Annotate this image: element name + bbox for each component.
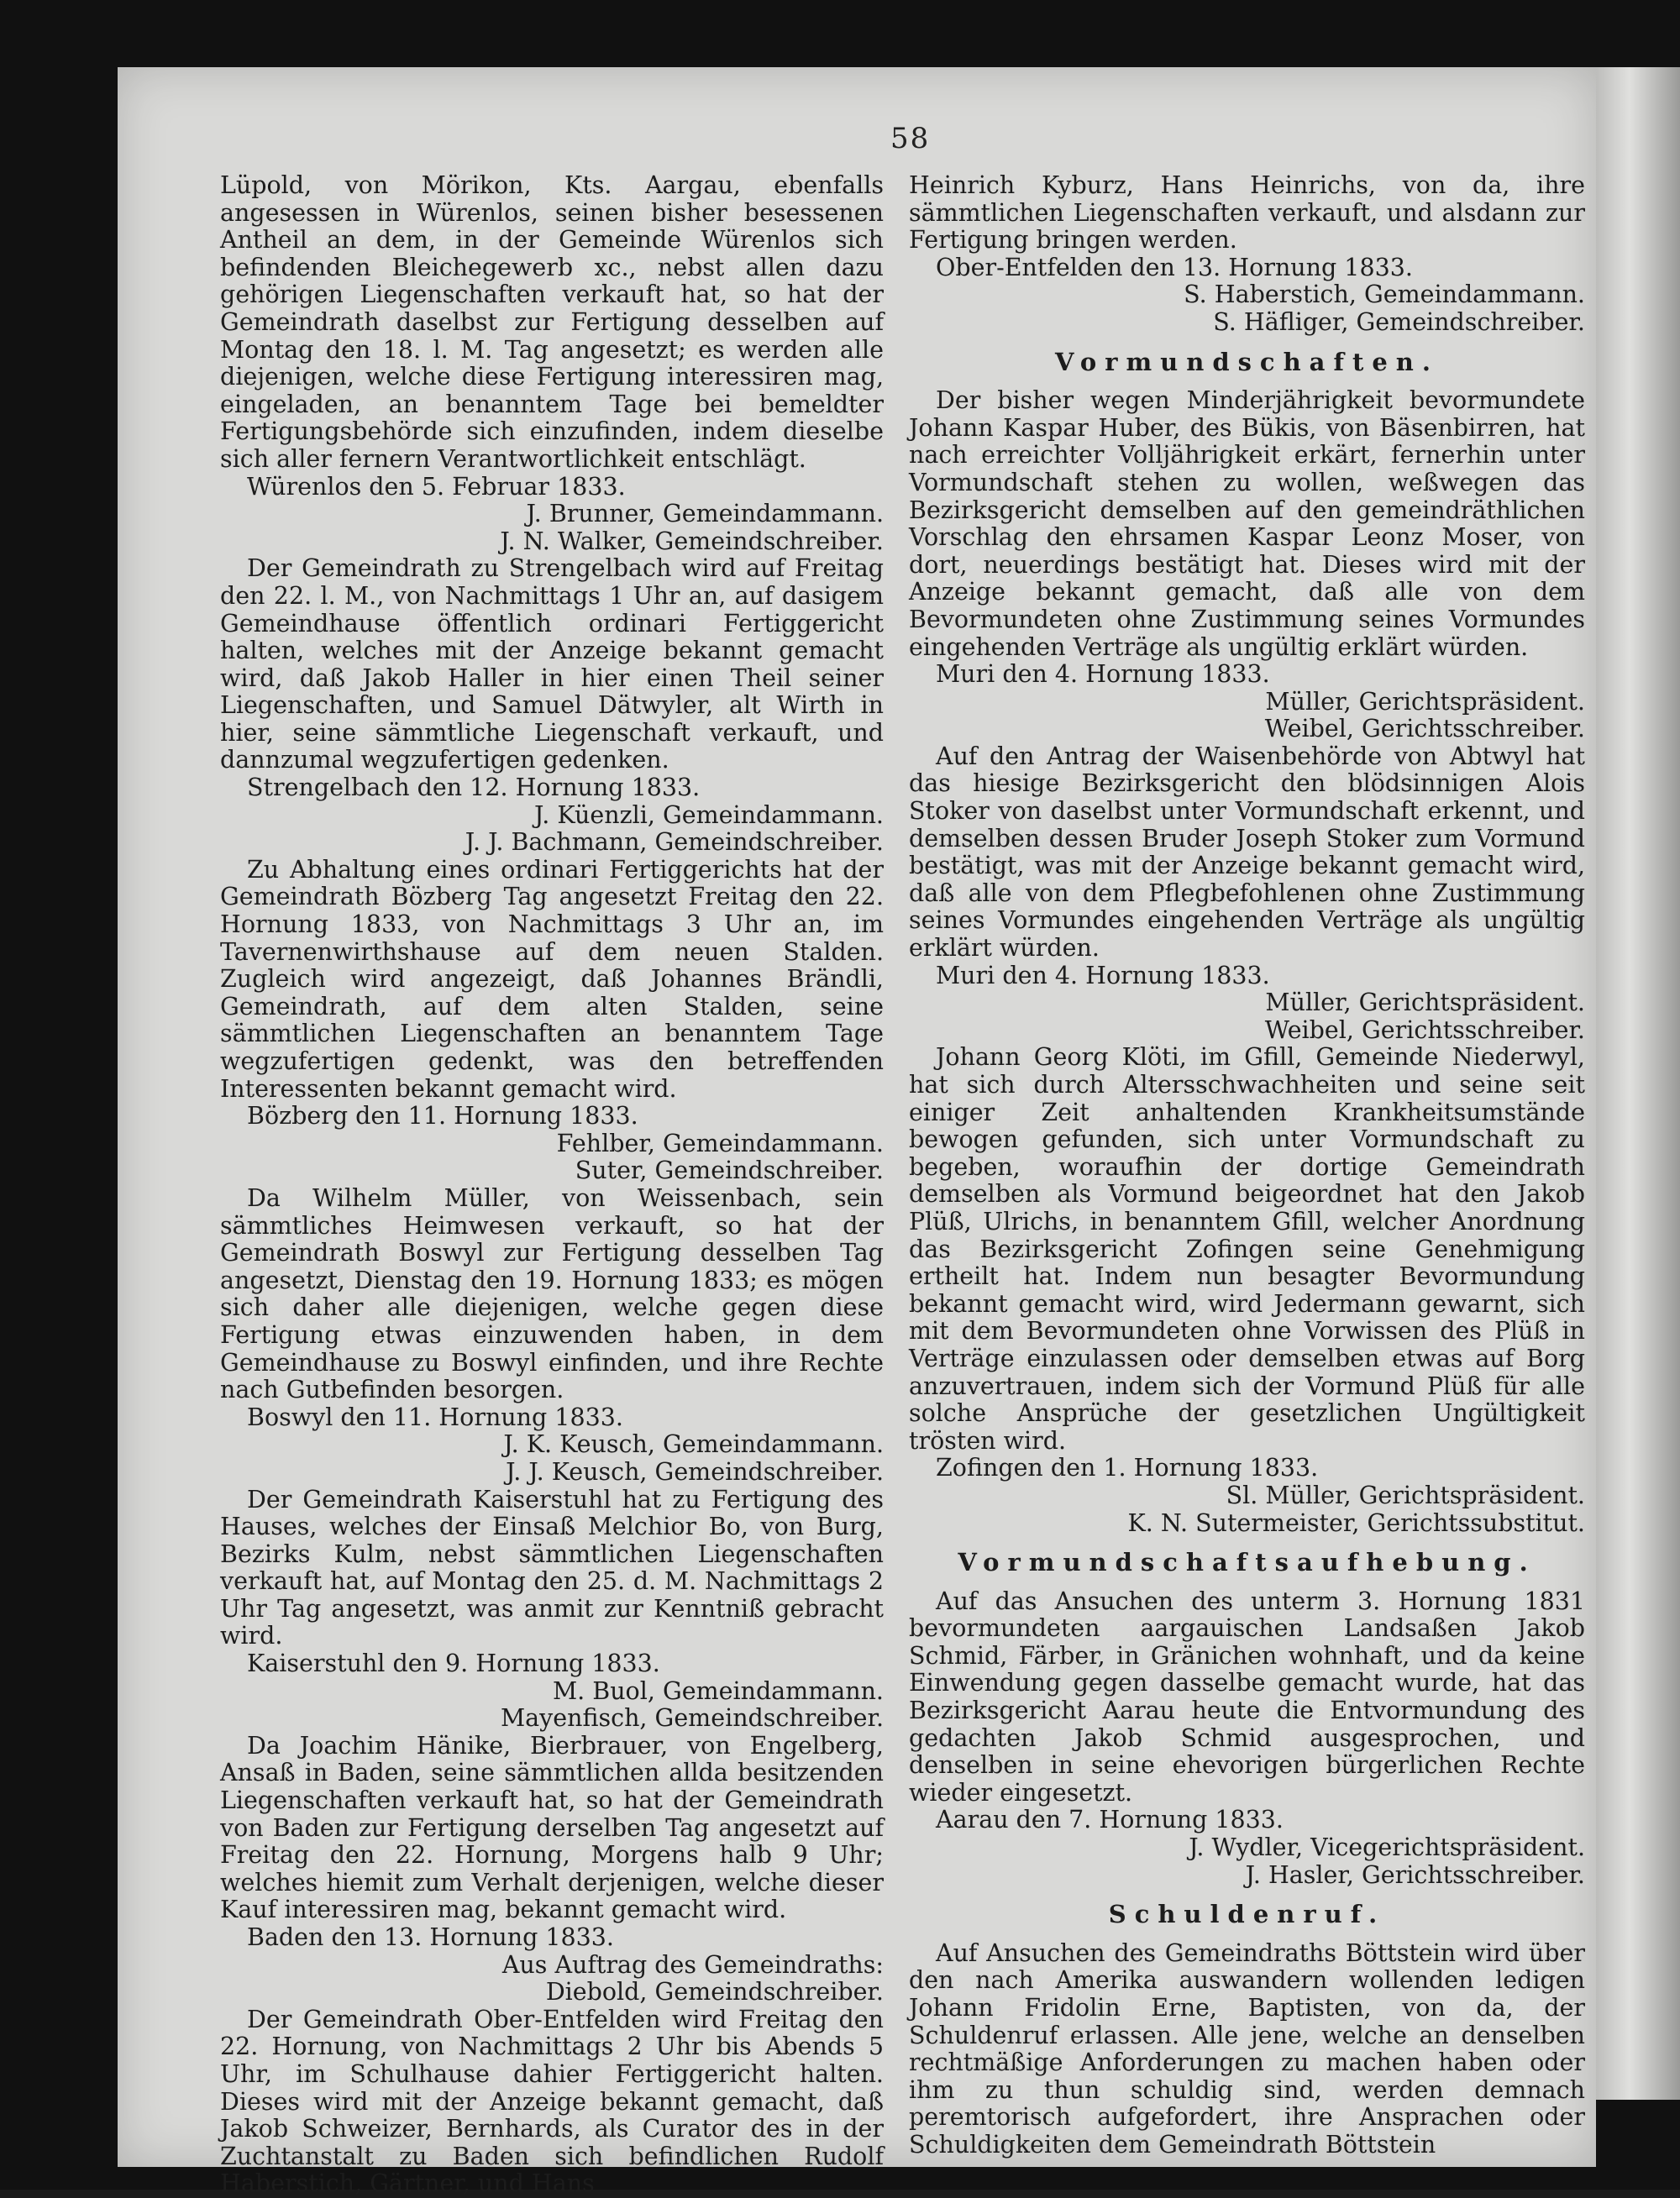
place-date-line: Muri den 4. Hornung 1833. — [936, 961, 1270, 989]
signature-line: J. K. Keusch, Gemeindammann. — [503, 1430, 884, 1459]
signature-line: M. Buol, Gemeindammann. — [552, 1676, 884, 1705]
place-date-line: Bözberg den 11. Hornung 1833. — [247, 1102, 638, 1130]
signature-line: Weibel, Gerichtsschreiber. — [1264, 715, 1585, 743]
notice-paragraph: Auf den Antrag der Waisenbehörde von Abtwyl hat das hiesige Bezirksgericht den blödsinnigen Alois Stoker von daselbst unter Vormundschaft erkennt, und demselben dessen Bruder Joseph Stoker zum Vormund bestätigt, was mit der Anzeige bekannt gemacht wird, daß alle von dem Pflegbefohlenen ohne Zustimmung seines Vormundes eingehenden Verträge als ungültig erklärt würden. — [909, 742, 1585, 963]
signature-line: S. Haberstich, Gemeindammann. — [1184, 281, 1585, 309]
signature-line: Aus Auftrag des Gemeindraths: — [501, 1950, 884, 1979]
signature-line: Diebold, Gemeindschreiber. — [545, 1978, 884, 2007]
signature-line: J. Wydler, Vicegerichtspräsident. — [1189, 1833, 1585, 1862]
next-page-edge — [1596, 67, 1680, 2100]
signature-line: J. N. Walker, Gemeindschreiber. — [500, 527, 884, 555]
right-column — [909, 172, 1585, 2159]
signature-line: J. Küenzli, Gemeindammann. — [534, 800, 884, 829]
section-heading: Vormundschaften. — [1055, 347, 1439, 376]
signature-line: Suter, Gemeindschreiber. — [575, 1157, 884, 1185]
place-date-line: Baden den 13. Hornung 1833. — [247, 1923, 614, 1951]
signature-line: Müller, Gerichtspräsident. — [1265, 989, 1585, 1017]
notice-paragraph: Da Joachim Hänike, Bierbrauer, von Engelberg, Ansaß in Baden, seine sämmtlichen allda besitzenden Liegenschaften verkauft hat, so hat der Gemeindrath von Baden zur Fertigung derselben Tag angesetzt auf Freitag den 22. Hornung, Morgens halb 9 Uhr; welches hiemit zum Verhalt derjenigen, welche dieser Kauf interessiren mag, bekannt gemacht wird. — [220, 1731, 884, 1924]
notice-paragraph: Der Gemeindrath Ober-Entfelden wird Freitag den 22. Hornung, von Nachmittags 2 Uhr bis Abends 5 Uhr, im Schulhause dahier Fertiggericht halten. Dieses wird mit der Anzeige bekannt gemacht, daß Jakob Schweizer, Bernhards, als Curator des in der Zuchtanstalt zu Baden sich befindlichen Rudolf Haberstich, Gärtner, und Hans — [220, 2005, 884, 2198]
notice-paragraph: Heinrich Kyburz, Hans Heinrichs, von da, ihre sämmtlichen Liegenschaften verkauft, und alsdann zur Fertigung bringen werden. — [909, 171, 1585, 254]
signature-line: J. J. Bachmann, Gemeindschreiber. — [465, 828, 884, 857]
signature-line: K. N. Sutermeister, Gerichtssubstitut. — [1127, 1508, 1585, 1537]
place-date-line: Würenlos den 5. Februar 1833. — [247, 472, 626, 501]
notice-paragraph: Johann Georg Klöti, im Gfill, Gemeinde Niederwyl, hat sich durch Altersschwachheiten und seine seit einiger Zeit anhaltenden Krankheitsumstände bewogen gefunden, sich unter Vormundschaft zu begeben, woraufhin der dortige Gemeindrath demselben als Vormund beigeordnet hat den Jakob Plüß, Ulrichs, in benanntem Gfill, welcher Anordnung das Bezirksgericht Zofingen seine Genehmigung ertheilt hat. Indem nun besagter Bevormundung bekannt gemacht wird, wird Jedermann gewarnt, sich mit dem Bevormundeten ohne Vorwissen des Plüß in Verträge einzulassen oder demselben etwas auf Borg anzuvertrauen, indem sich der Vormund Plüß für alle solche Ansprüche der gesetzlichen Ungültigkeit trösten wird. — [909, 1043, 1585, 1455]
signature-line: Sl. Müller, Gerichtspräsident. — [1226, 1481, 1585, 1509]
signature-line: Fehlber, Gemeindammann. — [556, 1129, 884, 1157]
notice-paragraph: Lüpold, von Mörikon, Kts. Aargau, ebenfalls angesessen in Würenlos, seinen bisher besessenen Antheil an dem, in der Gemeinde Würenlos sich befindenden Bleichegewerb xc., nebst allen dazu gehörigen Liegenschaften verkauft hat, so hat der Gemeindrath daselbst zur Fertigung desselben auf Montag den 18. l. M. Tag angesetzt; es werden alle diejenigen, welche diese Fertigung interessiren mag, eingeladen, an benanntem Tage bei bemeldter Fertigungsbehörde sich einzufinden, indem dieselbe sich aller fernern Verantwortlichkeit entschlägt. — [220, 171, 884, 473]
signature-line: S. Häfliger, Gemeindschreiber. — [1213, 307, 1585, 336]
signature-line: Mayenfisch, Gemeindschreiber. — [500, 1704, 884, 1733]
place-date-line: Aarau den 7. Hornung 1833. — [936, 1806, 1284, 1834]
signature-line: J. Hasler, Gerichtsschreiber. — [1245, 1860, 1585, 1889]
notice-paragraph: Da Wilhelm Müller, von Weissenbach, sein sämmtliches Heimwesen verkauft, so hat der Gemeindrath Boswyl zur Fertigung desselben Tag angesetzt, Dienstag den 19. Hornung 1833; es mögen sich daher alle diejenigen, welche gegen diese Fertigung etwas einzuwenden haben, in dem Gemeindhause zu Boswyl einfinden, und ihre Rechte nach Gutbefinden besorgen. — [220, 1183, 884, 1404]
notice-paragraph: Auf das Ansuchen des unterm 3. Hornung 1831 bevormundeten aargauischen Landsaßen Jakob Schmid, Färber, in Gränichen wohnhaft, und da keine Einwendung gegen dasselbe gemacht wurde, hat das Bezirksgericht Aarau heute die Entvormundung des gedachten Jakob Schmid ausgesprochen, und denselben in seine ehevorigen bürgerlichen Rechte wieder eingesetzt. — [909, 1587, 1585, 1807]
place-date-line: Boswyl den 11. Hornung 1833. — [247, 1403, 623, 1431]
notice-paragraph: Zu Abhaltung eines ordinari Fertiggerichts hat der Gemeindrath Bözberg Tag angesetzt Freitag den 22. Hornung 1833, von Nachmittags 3 Uhr an, im Tavernenwirthshause auf dem neuen Stalden. Zugleich wird angezeigt, daß Johannes Brändli, Gemeindrath, auf dem alten Stalden, seine sämmtlichen Liegenschaften an benanntem Tage wegzufertigen gedenkt, was den betreffenden Interessenten bekannt gemacht wird. — [220, 855, 884, 1103]
notice-paragraph: Der Gemeindrath Kaiserstuhl hat zu Fertigung des Hauses, welches der Einsaß Melchior Bo, von Burg, Bezirks Kulm, nebst sämmtlichen Liegenschaften verkauft hat, auf Montag den 25. d. M. Nachmittags 2 Uhr Tag angesetzt, was anmit zur Kenntniß gebracht wird. — [220, 1485, 884, 1650]
signature-line: J. Brunner, Gemeindammann. — [526, 500, 884, 528]
section-heading: Schuldenruf. — [1108, 1900, 1386, 1929]
notice-paragraph: Der Gemeindrath zu Strengelbach wird auf Freitag den 22. l. M., von Nachmittags 1 Uhr an, auf dasigem Gemeindhause öffentlich ordinari Fertiggericht halten, welches mit der Anzeige bekannt gemacht wird, daß Jakob Haller in hier einen Theil seiner Liegenschaften, und Samuel Dätwyler, alt Wirth in hier, seine sämmtliche Liegenschaft verkauft, und dannzumal wegzufertigen gedenken. — [220, 554, 884, 774]
signature-line: Weibel, Gerichtsschreiber. — [1264, 1015, 1585, 1044]
left-column — [220, 172, 884, 2198]
place-date-line: Muri den 4. Hornung 1833. — [936, 660, 1270, 689]
signature-line: J. J. Keusch, Gemeindschreiber. — [506, 1457, 884, 1486]
notice-paragraph: Der bisher wegen Minderjährigkeit bevormundete Johann Kaspar Huber, des Bükis, von Bäsenbirren, hat nach erreichter Volljährigkeit erkärt, fernerhin unter Vormundschaft stehen zu wollen, weßwegen das Bezirksgericht demselben auf den gemeindräthlichen Vorschlag den ehrsamen Kaspar Leonz Moser, von dort, neuerdings bestätigt hat. Dieses wird mit der Anzeige bekannt gemacht, daß alle von dem Bevormundeten ohne Zustimmung seines Vormundes eingehenden Verträge als ungültig erklärt würden. — [909, 386, 1585, 661]
place-date-line: Strengelbach den 12. Hornung 1833. — [247, 774, 701, 802]
notice-paragraph: Auf Ansuchen des Gemeindraths Böttstein wird über den nach Amerika auswandern wollenden ledigen Johann Fridolin Erne, Baptisten, von da, der Schuldenruf erlassen. Alle jene, welche an denselben rechtmäßige Anforderungen zu machen haben oder ihm zu thun schuldig sind, werden demnach peremtorisch aufgefordert, ihre Ansprachen oder Schuldigkeiten dem Gemeindrath Böttstein — [909, 1938, 1585, 2159]
page-number: 58 — [890, 122, 931, 155]
place-date-line: Zofingen den 1. Hornung 1833. — [936, 1454, 1319, 1482]
section-heading: Vormundschaftsaufhebung. — [958, 1548, 1536, 1577]
place-date-line: Kaiserstuhl den 9. Hornung 1833. — [247, 1650, 660, 1678]
place-date-line: Ober-Entfelden den 13. Hornung 1833. — [936, 253, 1413, 281]
signature-line: Müller, Gerichtspräsident. — [1265, 687, 1585, 716]
